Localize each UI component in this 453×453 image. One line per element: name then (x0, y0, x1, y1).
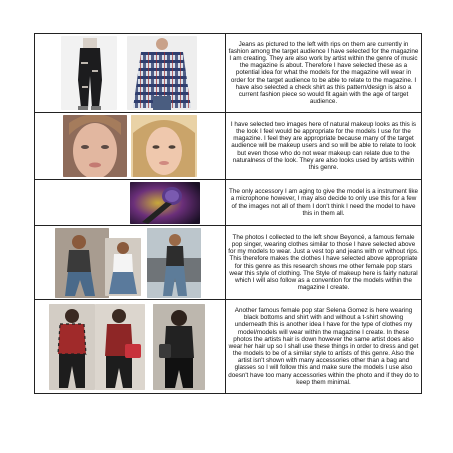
image-cell (35, 300, 226, 394)
beyonce-sitting-photo (105, 238, 141, 296)
microphone-photo (130, 182, 200, 224)
check-shirt-photo (127, 36, 197, 110)
image-cell (35, 226, 226, 300)
table-row (35, 226, 422, 300)
description-text: The only accessory I am aging to give the model is a instrument like a microphone however, I may also decide to only use this for a few of the images not all of them I don't think I need the model to have this in them all. (226, 180, 422, 226)
description-text: Another famous female pop star Selena Gomez is here wearing black bottoms and shirt with and without a t-shirt showing underneath this is another idea I have for the type of clothes my model/models will wear within the magazine I create. In these photos the artists hair is down however the same artist does also wear her hair up so I shall use these things in order to dress and get the models to be of a similar style to artists of this genre. Also the artist isn't shown with many accessories other than a bag and glasses so I will follow this and make sure the models I use also doesn't have too many accessories within the photo and if they do to keep them minimal. (226, 300, 422, 394)
natural-makeup-face-2 (131, 115, 197, 177)
table-row (35, 300, 422, 394)
description-text: Jeans as pictured to the left with rips on them are currently in fashion among the target audience I have selected for the magazine I am creating. They are also work by artist within the genre of music the magazine is about. Therefore I have selected these as a potential idea for what the models for the magazine will wear in order for the target audience to be able to relate to the magazine. I have also selected a check shirt as this pattern/design is also a current fashion piece so would fit again with the age of target audience. (226, 34, 422, 113)
research-table (34, 33, 422, 394)
description-text: The photos I collected to the left show Beyoncé, a famous female pop singer, wearing clothes similar to those I have selected above for my models to wear. Just a vest top and jeans with or without rips. This therefore makes the clothes I have selected above appropriate for this genre as this research shows me other female pop stars wear this style of clothing. The Style of makeup here is fairly natural which I will also follow as a convention for the models within the magazine I create. (226, 226, 422, 300)
selena-street-photo (153, 304, 205, 390)
beyonce-car-photo (147, 228, 201, 298)
table-row (35, 34, 422, 113)
image-cell (35, 34, 226, 113)
selena-check-shirt-photo (49, 304, 95, 390)
table-row (35, 180, 422, 226)
natural-makeup-face-1 (63, 115, 127, 177)
image-cell (35, 113, 226, 180)
image-cell (35, 180, 226, 226)
selena-red-bag-photo (95, 304, 145, 390)
description-text: I have selected two images here of natural makeup looks as this is the look I feel would be appropriate for the models I use for the magazine. I feel they are appropriate because many of the target audience will be makeup users and so will be able to relate to look but even those who do not wear makeup can relate due to the naturalness of the look. They are also looks used by artists within this genre. (226, 113, 422, 180)
table-row (35, 113, 422, 180)
beyonce-street-photo (55, 228, 109, 298)
ripped-jeans-photo (61, 36, 117, 110)
